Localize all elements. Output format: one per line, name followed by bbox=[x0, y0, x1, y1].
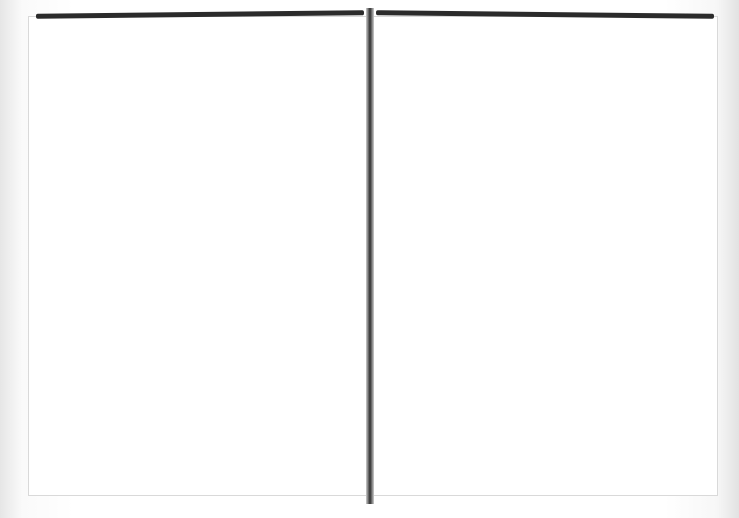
right_page-column-3 bbox=[636, 62, 652, 432]
left_page-column-14 bbox=[76, 84, 92, 464]
left_page-column-13 bbox=[95, 84, 111, 464]
left_page-column-1 bbox=[329, 84, 345, 464]
right_page-column-11 bbox=[464, 62, 480, 432]
left_page-column-12 bbox=[115, 84, 131, 464]
right_page-column-10 bbox=[486, 62, 502, 432]
right_page-column-5 bbox=[593, 62, 609, 432]
left_page-column-16 bbox=[37, 84, 53, 464]
left_page-column-5 bbox=[251, 84, 267, 464]
left_page-column-4 bbox=[271, 84, 287, 464]
right_page-column-12 bbox=[443, 62, 459, 432]
left_page-column-10 bbox=[154, 84, 170, 464]
right_page-column-2 bbox=[658, 62, 674, 432]
right_page-column-9 bbox=[507, 62, 523, 432]
left_page-column-7 bbox=[212, 84, 228, 464]
left_page-column-2 bbox=[310, 84, 326, 464]
left_page-column-8 bbox=[193, 84, 209, 464]
left_page-column-9 bbox=[173, 84, 189, 464]
right_page-column-1 bbox=[679, 62, 695, 432]
right_page-column-13 bbox=[421, 62, 437, 432]
left_page-column-3 bbox=[290, 84, 306, 464]
right_page-column-7 bbox=[550, 62, 566, 432]
right_page-column-15 bbox=[378, 62, 394, 432]
left_page-column-6 bbox=[232, 84, 248, 464]
right_page-column-14 bbox=[400, 62, 416, 432]
right_page-column-6 bbox=[572, 62, 588, 432]
right_page-column-8 bbox=[529, 62, 545, 432]
left_page-column-15 bbox=[56, 84, 72, 464]
left_page-column-11 bbox=[134, 84, 150, 464]
book-gutter bbox=[366, 8, 374, 504]
right_page-column-4 bbox=[615, 62, 631, 432]
